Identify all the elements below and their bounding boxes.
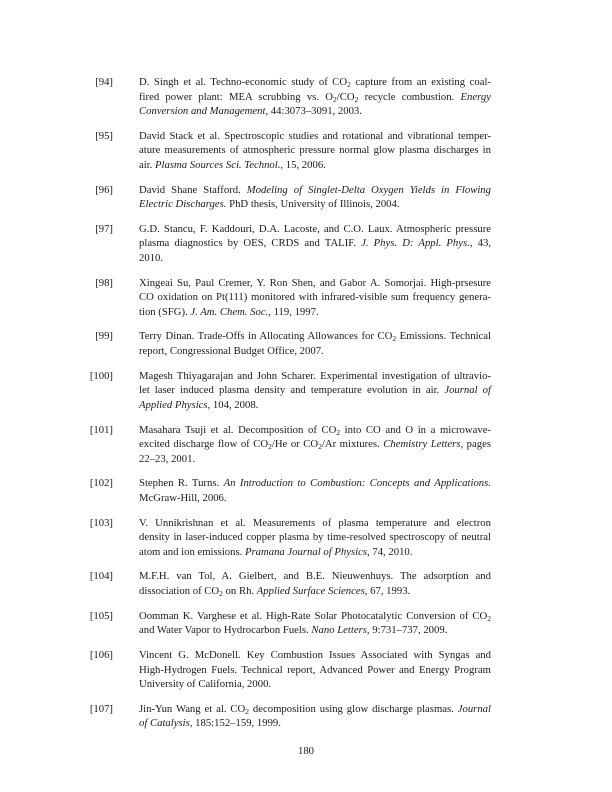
subscript: 2 xyxy=(268,442,272,452)
reference-line xyxy=(139,437,491,452)
reference-line xyxy=(139,329,491,344)
subscript: 2 xyxy=(354,94,359,104)
reference-number: [99] xyxy=(95,330,113,343)
reference-entry xyxy=(0,423,612,467)
italic-text: Modeling of Singlet-Delta Oxygen Yields in Flowing xyxy=(246,183,491,196)
reference-text xyxy=(139,423,491,467)
text-segment: /Ar mixtures. xyxy=(321,438,384,451)
text-segment: , 74, 2010. xyxy=(367,545,413,558)
reference-number: [96] xyxy=(95,183,113,196)
text-segment: D. Singh et al. Techno-economic study of CO xyxy=(139,76,348,88)
text-segment: University of California, 2000. xyxy=(139,678,272,691)
text-segment: , pages xyxy=(460,438,491,451)
subscript: 2 xyxy=(487,613,491,623)
reference-entry xyxy=(0,648,612,692)
text-segment: David Shane Stafford. xyxy=(139,183,247,196)
reference-entry xyxy=(0,476,612,505)
reference-entry xyxy=(0,329,612,358)
text-segment: McGraw-Hill, 2006. xyxy=(139,491,227,504)
reference-line xyxy=(139,222,491,237)
subscript: 2 xyxy=(245,706,250,716)
text-segment: , 43, xyxy=(469,237,491,250)
text-segment: CO oxidation on Pt(111) monitored with infrared-visible sum frequency genera- xyxy=(139,291,491,304)
text-segment: Jin-Yun Wang et al. CO xyxy=(139,702,246,715)
reference-line xyxy=(139,545,491,560)
italic-text: Journal xyxy=(457,702,491,715)
text-segment: excited discharge flow of CO xyxy=(139,438,269,451)
text-segment: air. xyxy=(139,158,156,171)
reference-line xyxy=(139,569,491,584)
reference-line xyxy=(139,452,491,467)
text-segment: plasma diagnostics by OES, CRDS and TALIF. xyxy=(139,237,362,250)
text-segment: fired power plant: MEA scrubbing vs. O xyxy=(139,90,333,103)
reference-number: [103] xyxy=(89,516,113,529)
reference-text xyxy=(139,648,491,692)
italic-text: Plasma Sources Sci. Technol. xyxy=(155,158,281,171)
reference-line xyxy=(139,702,491,717)
text-segment: density in laser-induced copper plasma by time-resolved spectroscopy of neutral xyxy=(139,531,491,544)
text-segment: and Water Vapor to Hydrocarbon Fuels. xyxy=(139,624,312,637)
text-segment: , 67, 1993. xyxy=(364,584,411,597)
reference-text xyxy=(139,609,491,638)
subscript: 2 xyxy=(336,427,341,437)
subscript: 2 xyxy=(219,588,223,598)
italic-text: of Catalysis xyxy=(139,717,190,730)
text-segment: , 119, 1997. xyxy=(268,305,319,318)
text-segment: capture from an existing coal- xyxy=(350,76,491,88)
reference-line xyxy=(139,530,491,545)
reference-line xyxy=(139,236,491,251)
italic-text: Chemistry Letters xyxy=(383,438,461,451)
reference-text xyxy=(139,75,491,119)
text-segment: PhD thesis, University of Illinois, 2004. xyxy=(226,198,400,211)
reference-line xyxy=(139,516,491,531)
reference-line xyxy=(139,648,491,663)
reference-text xyxy=(139,183,491,212)
reference-line xyxy=(139,476,491,491)
reference-number: [104] xyxy=(89,570,113,583)
reference-number: [106] xyxy=(89,649,113,662)
reference-line xyxy=(139,344,491,359)
italic-text: Energy xyxy=(460,90,491,103)
text-segment: on Rh. xyxy=(222,584,257,597)
reference-number: [98] xyxy=(95,276,113,289)
text-segment: recycle combustion. xyxy=(358,90,461,103)
reference-number: [100] xyxy=(89,369,113,382)
reference-entry xyxy=(0,75,612,119)
text-segment: V. Unnikrishnan et al. Measurements of plasma temperature and electron xyxy=(139,516,491,529)
reference-line xyxy=(139,158,491,173)
text-segment: Oomman K. Varghese et al. High-Rate Solar Photocatalytic Conversion of CO xyxy=(139,609,488,622)
italic-text: Journal of xyxy=(444,384,491,397)
reference-number: [107] xyxy=(89,702,113,715)
reference-entry xyxy=(0,516,612,560)
reference-line xyxy=(139,290,491,305)
subscript: 2 xyxy=(392,334,397,344)
reference-line xyxy=(139,276,491,291)
text-segment: ature measurements of atmospheric pressure normal glow plasma discharges in xyxy=(139,144,491,157)
reference-text xyxy=(139,222,491,266)
reference-number: [95] xyxy=(95,129,113,142)
italic-text: Electric Discharges. xyxy=(139,198,227,211)
text-segment: Magesh Thiyagarajan and John Scharer. Experimental investigation of ultravio- xyxy=(139,369,491,382)
text-segment: Terry Dinan. Trade-Offs in Allocating Allowances for CO xyxy=(139,330,393,343)
reference-text xyxy=(139,369,491,413)
reference-entry xyxy=(0,569,612,598)
text-segment: Xingeai Su, Paul Cremer, Y. Ron Shen, and Gabor A. Somorjai. High-prsesure xyxy=(139,276,491,289)
reference-text xyxy=(139,702,491,731)
reference-line xyxy=(139,383,491,398)
text-segment: report, Congressional Budget Office, 2007. xyxy=(139,344,324,357)
italic-text: Conversion and Management xyxy=(139,105,266,117)
text-segment: , 44:3073–3091, 2003. xyxy=(265,105,362,117)
reference-text xyxy=(139,516,491,560)
text-segment: into CO and O in a microwave- xyxy=(340,423,491,436)
text-segment: tion (SFG). xyxy=(139,305,191,318)
reference-text xyxy=(139,329,491,358)
reference-line xyxy=(139,90,491,105)
reference-line xyxy=(139,663,491,678)
text-segment: Emissions. Technical xyxy=(396,330,491,343)
reference-entry xyxy=(0,702,612,731)
reference-line xyxy=(139,423,491,438)
text-segment: , 15, 2006. xyxy=(280,158,326,171)
reference-line xyxy=(139,623,491,638)
reference-entry xyxy=(0,369,612,413)
reference-text xyxy=(139,569,491,598)
reference-number: [102] xyxy=(89,477,113,490)
reference-line xyxy=(139,129,491,144)
reference-entry xyxy=(0,183,612,212)
italic-text: J. Am. Chem. Soc. xyxy=(190,305,269,318)
reference-line xyxy=(139,305,491,320)
reference-line xyxy=(139,104,491,119)
reference-line xyxy=(139,143,491,158)
italic-text: Applied Physics xyxy=(139,398,208,411)
reference-number: [97] xyxy=(95,222,113,235)
text-segment: /CO xyxy=(336,90,355,103)
subscript: 2 xyxy=(333,94,337,104)
reference-entry xyxy=(0,609,612,638)
reference-number: [105] xyxy=(89,609,113,622)
reference-text xyxy=(139,129,491,173)
bibliography-list xyxy=(0,75,612,741)
text-segment: /He or CO xyxy=(271,438,319,451)
reference-line xyxy=(139,369,491,384)
text-segment: dissociation of CO xyxy=(139,584,220,597)
subscript: 2 xyxy=(318,442,322,452)
text-segment: Stephen R. Turns. xyxy=(139,477,224,490)
italic-text: J. Phys. D: Appl. Phys. xyxy=(361,237,470,250)
reference-line xyxy=(139,677,491,692)
reference-line xyxy=(139,584,491,599)
text-segment: High-Hydrogen Fuels. Technical report, Advanced Power and Energy Program xyxy=(139,663,491,676)
page-number: 180 xyxy=(297,745,315,757)
reference-line xyxy=(139,491,491,506)
italic-text: Applied Surface Sciences xyxy=(256,584,365,597)
italic-text: Nano Letters xyxy=(311,624,367,637)
text-segment: David Stack et al. Spectroscopic studies and rotational and vibrational temper- xyxy=(139,129,491,142)
text-segment: , 185:152–159, 1999. xyxy=(189,717,281,730)
text-segment: G.D. Stancu, F. Kaddouri, D.A. Lacoste, and C.O. Laux. Atmospheric pressure xyxy=(139,222,491,235)
text-segment: 22–23, 2001. xyxy=(139,452,196,465)
reference-entry xyxy=(0,129,612,173)
reference-entry xyxy=(0,276,612,320)
text-segment: let laser induced plasma density and temperature evolution in air. xyxy=(139,384,445,397)
reference-line xyxy=(139,398,491,413)
reference-line xyxy=(139,75,491,90)
subscript: 2 xyxy=(347,80,351,89)
italic-text: Pramana Journal of Physics xyxy=(244,545,367,558)
reference-line xyxy=(139,609,491,624)
text-segment: , 9:731–737, 2009. xyxy=(366,624,448,637)
reference-entry xyxy=(0,222,612,266)
italic-text: An Introduction to Combustion: Concepts and Applications. xyxy=(223,477,491,490)
reference-line xyxy=(139,251,491,266)
reference-line xyxy=(139,716,491,731)
reference-text xyxy=(139,276,491,320)
text-segment: Vincent G. McDonell. Key Combustion Issues Associated with Syngas and xyxy=(139,649,491,662)
text-segment: decomposition using glow discharge plasmas. xyxy=(249,702,458,715)
reference-line xyxy=(139,183,491,198)
text-segment: , 104, 2008. xyxy=(207,398,259,411)
reference-text xyxy=(139,476,491,505)
text-segment: Masahara Tsuji et al. Decomposition of CO xyxy=(139,423,337,436)
reference-number: [94] xyxy=(95,76,113,88)
text-segment: 2010. xyxy=(139,251,164,264)
text-segment: M.F.H. van Tol, A. Gielbert, and B.E. Nieuwenhuys. The adsorption and xyxy=(139,570,491,583)
reference-line xyxy=(139,197,491,212)
text-segment: atom and ion emissions. xyxy=(139,545,245,558)
reference-number: [101] xyxy=(89,423,113,436)
